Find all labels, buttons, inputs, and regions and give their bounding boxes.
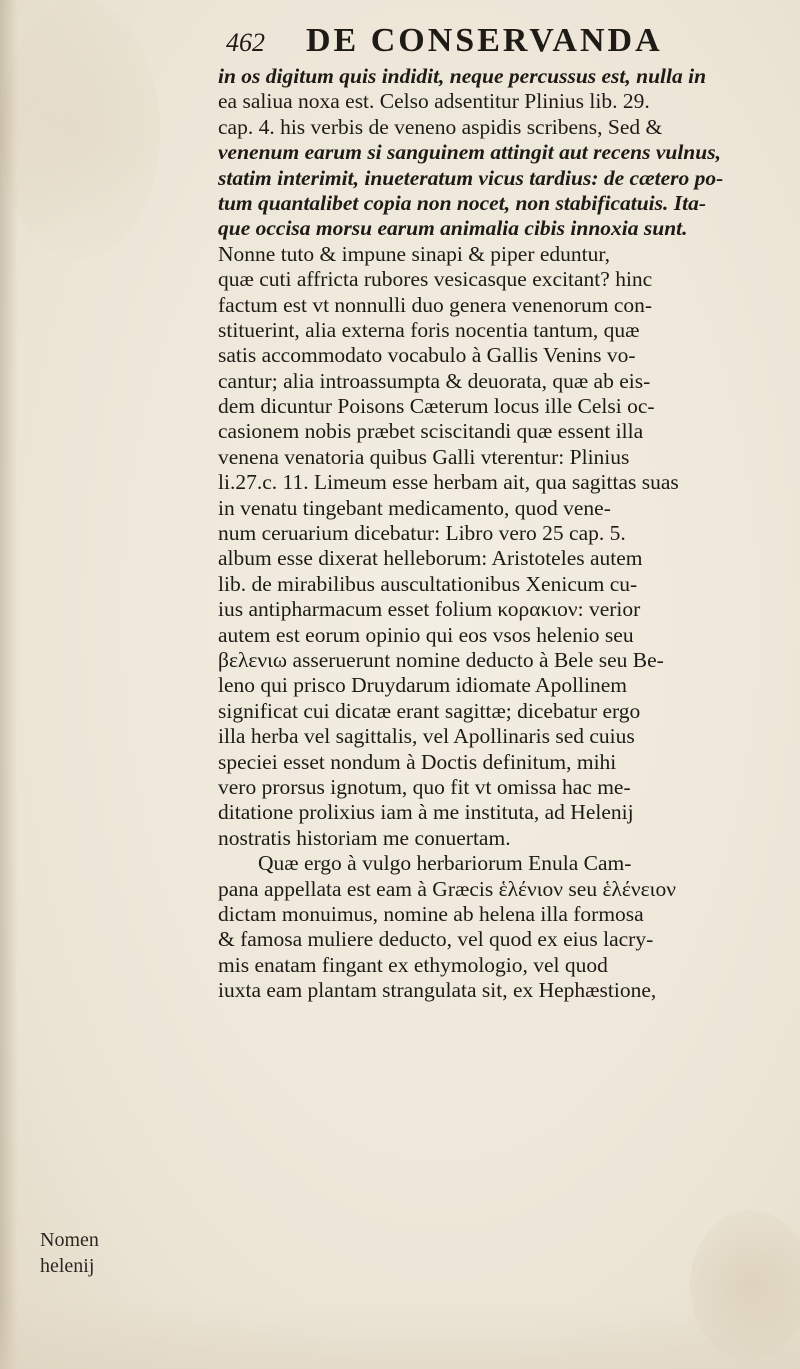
text-line: satis accommodato vocabulo à Gallis Venins vo- <box>218 343 636 368</box>
text-line: βελενιω asseruerunt nomine deducto à Bele seu Be- <box>218 647 664 672</box>
text-line: in os digitum quis indidit, neque percussus est, nulla in <box>218 64 707 88</box>
text-line: & famosa muliere deducto, vel quod ex eius lacry- <box>218 927 654 952</box>
text-line: casionem nobis præbet sciscitandi quæ essent illa <box>218 419 644 444</box>
page-edge-shadow <box>0 0 18 1369</box>
text-line: album esse dixerat helleborum: Aristoteles autem <box>218 546 643 571</box>
text-line: li.27.c. 11. Limeum esse herbam ait, qua sagittas suas <box>218 470 679 495</box>
text-line: ius antipharmacum esset folium κορακιον: verior <box>218 597 641 622</box>
page-bottom-fade <box>0 1300 800 1369</box>
text-line: cap. 4. his verbis de veneno aspidis scribens, Sed & <box>218 114 663 139</box>
text-line: significat cui dicatæ erant sagittæ; dicebatur ergo <box>218 698 641 723</box>
text-line: venena venatoria quibus Galli vterentur: Plinius <box>218 444 630 469</box>
text-line: venenum earum si sanguinem attingit aut recens vulnus, <box>218 140 721 165</box>
text-line: nostratis historiam me conuertam. <box>218 825 511 850</box>
text-line: illa herba vel sagittalis, vel Apollinaris sed cuius <box>218 724 635 749</box>
text-line: num ceruarium dicebatur: Libro vero 25 cap. 5. <box>218 521 626 546</box>
text-line: factum est vt nonnulli duo genera venenorum con- <box>218 292 653 317</box>
text-line: iuxta eam plantam strangulata sit, ex Hephæstione, <box>218 978 657 1003</box>
body-text <box>218 64 778 1003</box>
text-line: dictam monuimus, nomine ab helena illa formosa <box>218 901 644 926</box>
page-header <box>222 18 692 62</box>
text-line: cantur; alia introassumpta & deuorata, quæ ab eis- <box>218 368 651 393</box>
text-line: leno qui prisco Druydarum idiomate Apollinem <box>218 673 628 698</box>
text-line: in venatu tingebant medicamento, quod vene- <box>218 495 611 520</box>
text-line: lib. de mirabilibus auscultationibus Xenicum cu- <box>218 571 638 596</box>
text-line: ditatione prolixius iam à me instituta, ad Helenij <box>218 800 634 825</box>
margin-note <box>40 1227 160 1279</box>
page-number: 462 <box>226 28 265 57</box>
margin-note-line: Nomen <box>40 1229 99 1251</box>
text-line: Quæ ergo à vulgo herbariorum Enula Cam- <box>258 851 632 876</box>
margin-note-line: helenij <box>40 1255 95 1277</box>
text-line: autem est eorum opinio qui eos vsos helenio seu <box>218 622 634 647</box>
text-line: vero prorsus ignotum, quo fit vt omissa hac me- <box>218 774 631 799</box>
text-line: quæ cuti affricta rubores vesicasque excitant? hinc <box>218 267 653 292</box>
text-line: ea saliua noxa est. Celso adsentitur Plinius lib. 29. <box>218 89 650 114</box>
text-line: Nonne tuto & impune sinapi & piper eduntur, <box>218 241 611 266</box>
text-line: que occisa morsu earum animalia cibis innoxia sunt. <box>218 216 688 241</box>
text-line: dem dicuntur Poisons Cæterum locus ille Celsi oc- <box>218 394 655 419</box>
running-title: DE CONSERVANDA <box>306 22 663 59</box>
text-line: tum quantalibet copia non nocet, non stabificatuis. Ita- <box>218 190 707 215</box>
paper-stain <box>0 0 160 260</box>
text-line: speciei esset nondum à Doctis definitum, mihi <box>218 749 617 774</box>
text-line: stituerint, alia externa foris nocentia tantum, quæ <box>218 317 640 342</box>
text-line: mis enatam fingant ex ethymologio, vel quod <box>218 952 608 977</box>
text-line: pana appellata est eam à Græcis ἑλένιον seu ἑλένειον <box>218 876 676 901</box>
text-line: statim interimit, inueteratum vicus tardius: de cætero po- <box>218 165 724 190</box>
